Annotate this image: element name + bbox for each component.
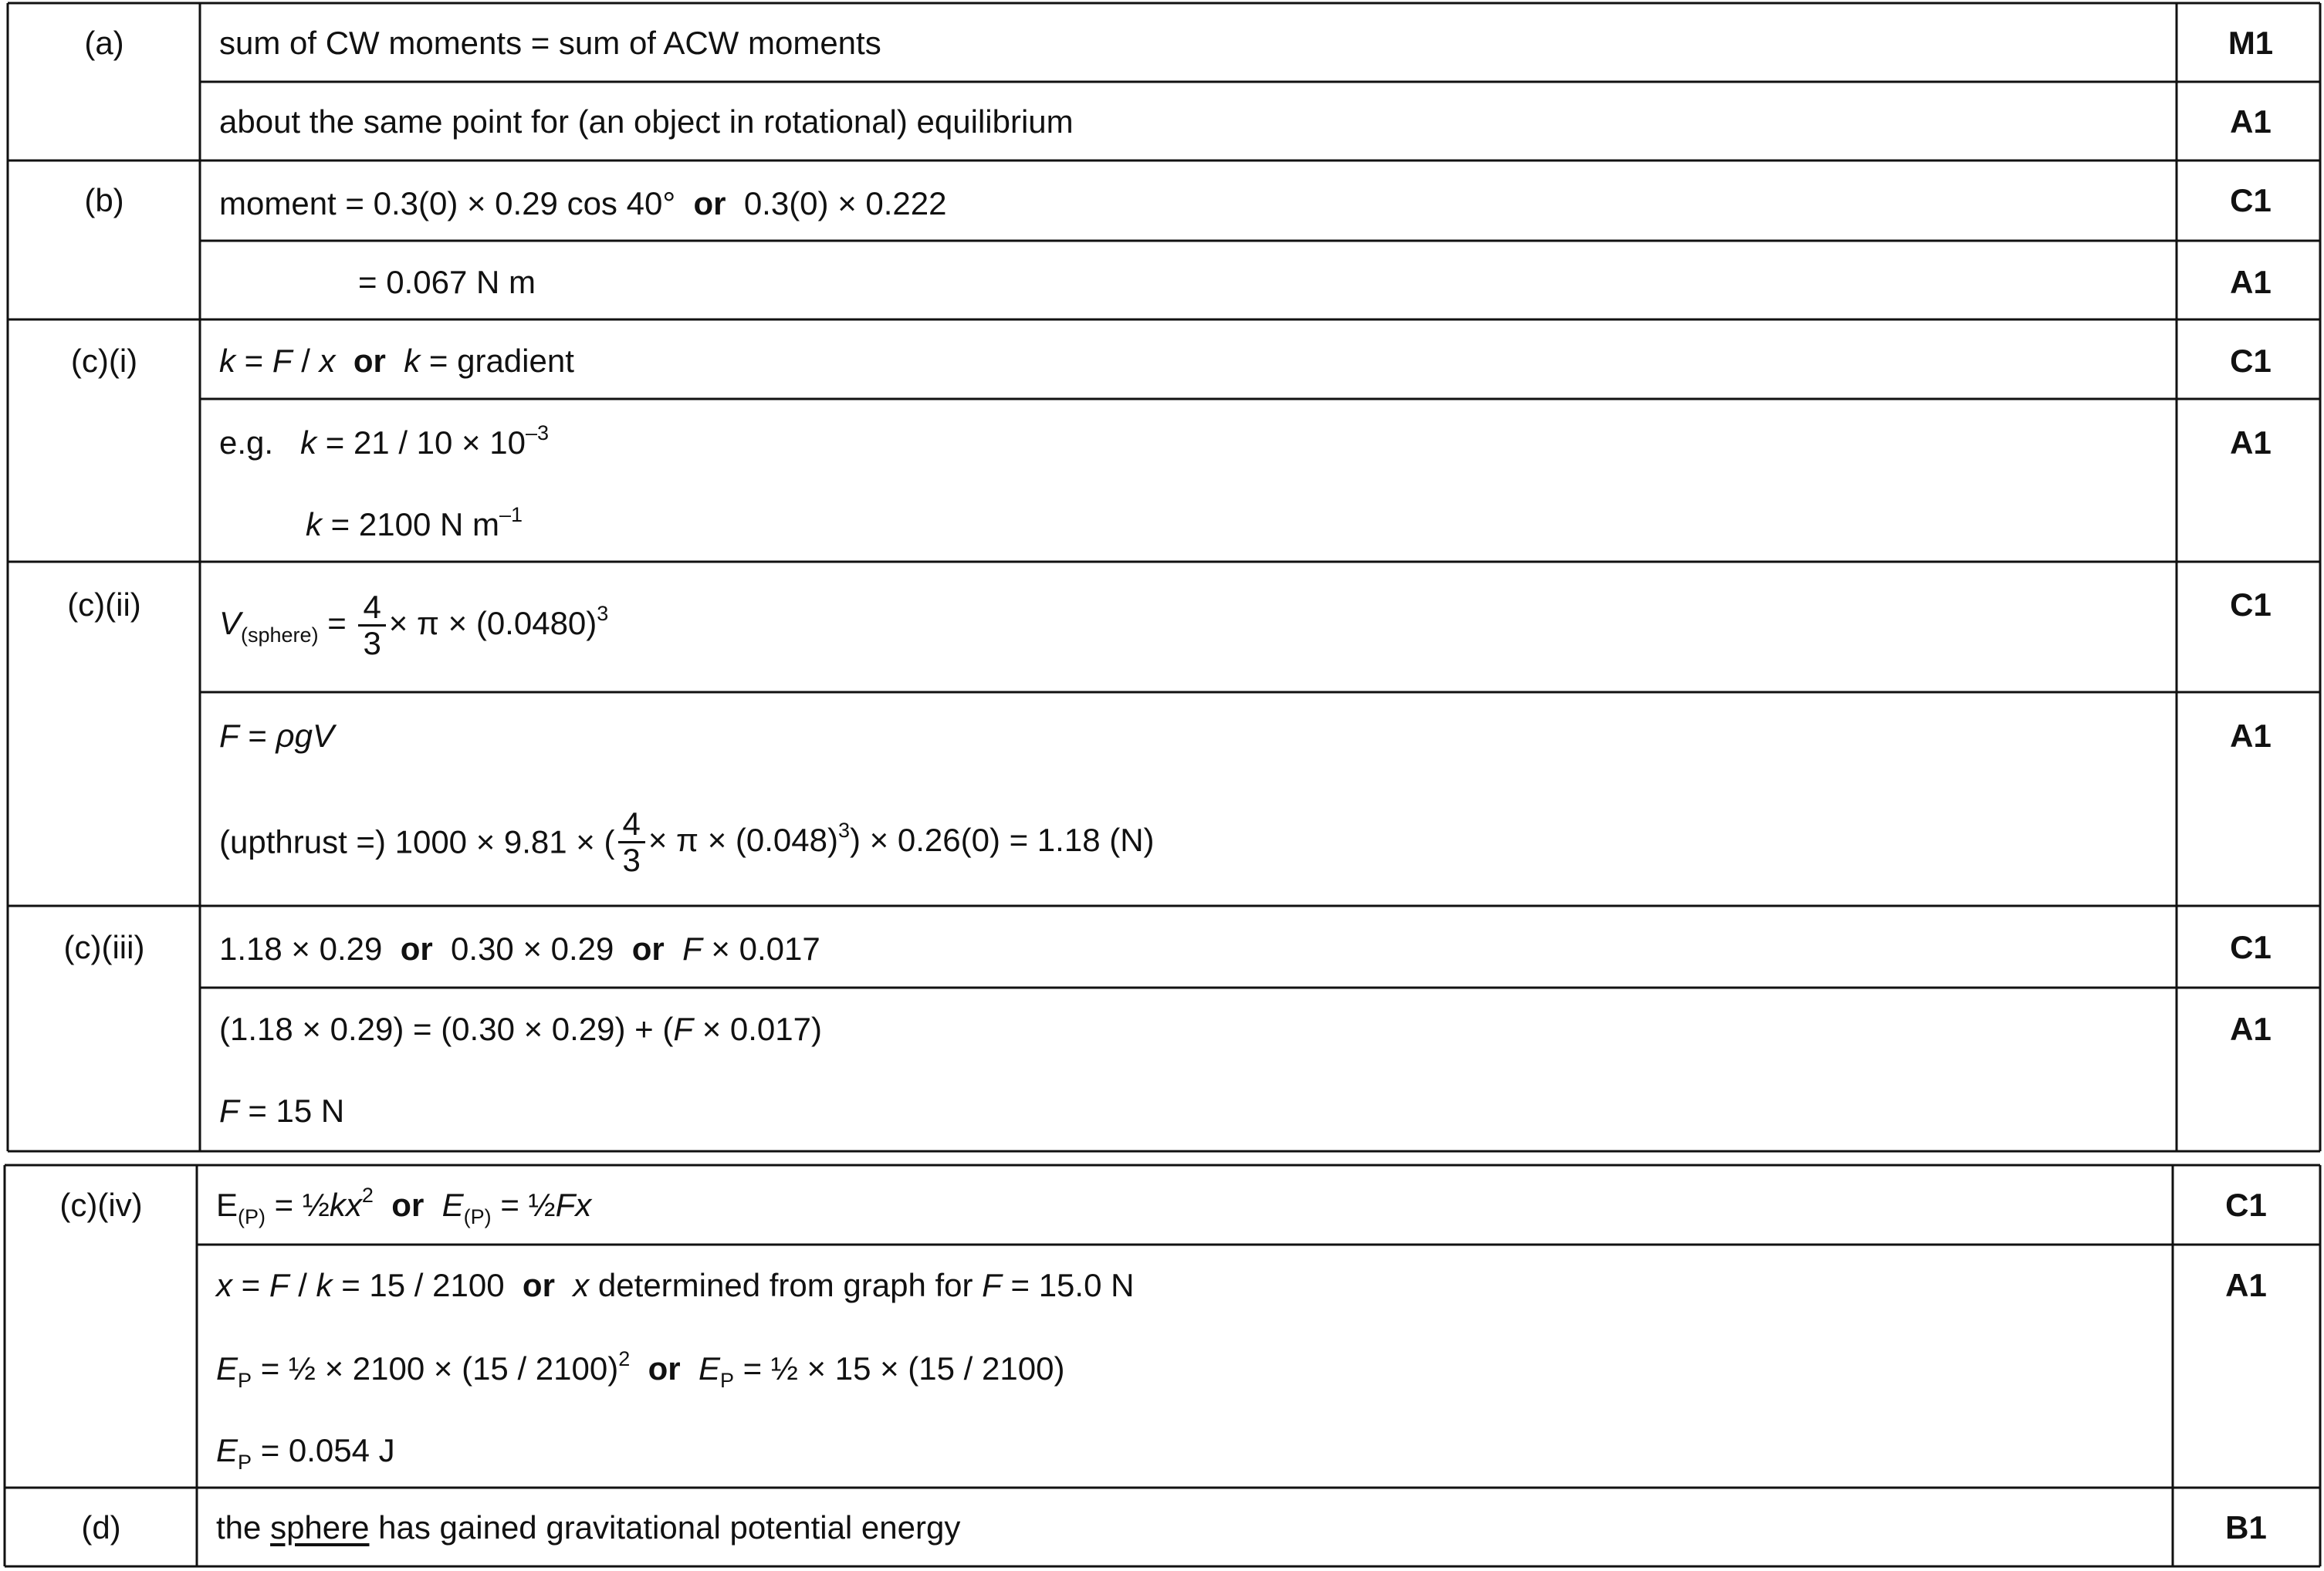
equals-half: = ½: [266, 1187, 330, 1223]
moment-alt-expression: 0.3(0) × 0.222: [743, 185, 947, 221]
equals: =: [238, 718, 276, 754]
moment-option-2: 0.30 × 0.29: [451, 931, 614, 967]
answer-c-iv-line-1: [216, 1184, 592, 1228]
moment-balance: (1.18 × 0.29) = (0.30 × 0.29) + (: [219, 1011, 674, 1047]
subscript-P: (P): [238, 1205, 266, 1228]
fraction-four-thirds: [618, 807, 645, 877]
subscript-sphere: (sphere): [241, 623, 319, 647]
var-E: E: [216, 1432, 238, 1468]
answer-c-iv-line-4: [216, 1432, 395, 1473]
question-label-c-iii: (c)(iii): [63, 929, 145, 965]
upthrust-volume: × π × (0.048): [648, 822, 838, 858]
exponent: –3: [525, 421, 550, 444]
upthrust-result: ) × 0.26(0) = 1.18 (N): [850, 822, 1155, 858]
var-F: F: [673, 1011, 694, 1047]
exponent: –1: [499, 503, 523, 526]
or-keyword: or: [522, 1267, 555, 1303]
equals: =: [235, 343, 272, 379]
slash: /: [289, 1267, 316, 1303]
or-keyword: or: [648, 1350, 681, 1387]
var-gV: gV: [294, 718, 334, 754]
exponent: 2: [361, 1184, 374, 1207]
subscript-P: (P): [463, 1205, 492, 1228]
var-k: k: [316, 1267, 333, 1303]
answer-c-iii-line-1: [219, 931, 820, 968]
var-k: k: [306, 506, 322, 542]
mark-c-iv-2: A1: [2225, 1267, 2267, 1303]
subscript-P: P: [719, 1369, 734, 1392]
mark-c-iv-1: C1: [2225, 1187, 2267, 1223]
question-label-b: (b): [84, 182, 124, 218]
or-keyword: or: [391, 1187, 425, 1223]
upthrust-prefix: (upthrust =) 1000 × 9.81 × (: [219, 823, 615, 860]
answer-d-suffix: has gained gravitational potential energy: [369, 1509, 961, 1546]
question-label-a: (a): [84, 25, 124, 61]
equals-half: = ½: [491, 1187, 556, 1223]
answer-c-i-line-1: [219, 343, 574, 380]
moment-balance-end: × 0.017): [693, 1011, 822, 1047]
fraction-numerator: 4: [618, 807, 645, 843]
var-kx: kx: [329, 1187, 362, 1223]
question-label-c-iv: (c)(iv): [59, 1187, 143, 1223]
slash: /: [292, 343, 320, 379]
moment-option-1: 1.18 × 0.29: [219, 931, 383, 967]
mark-a-1: M1: [2228, 25, 2274, 61]
mark-d: B1: [2225, 1509, 2267, 1546]
mark-c-ii-2: A1: [2230, 718, 2272, 754]
gradient-text: = gradient: [420, 343, 574, 379]
var-k: k: [219, 343, 235, 379]
question-label-c-ii: (c)(ii): [67, 586, 141, 623]
answer-c-i-line-2: [219, 421, 550, 465]
or-keyword: or: [693, 185, 726, 221]
fraction-denominator: 3: [622, 842, 641, 878]
equals: =: [232, 1267, 269, 1303]
k-calculation: = 21 / 10 × 10: [316, 424, 526, 461]
force-value: = 15.0 N: [1001, 1267, 1135, 1303]
answer-b-line-2: = 0.067 N m: [358, 264, 536, 300]
var-F: F: [982, 1267, 1002, 1303]
answer-a-line-1: sum of CW moments = sum of ACW moments: [219, 25, 881, 61]
mark-b-1: C1: [2230, 182, 2272, 218]
force-result: = 15 N: [238, 1093, 345, 1129]
volume-expression: × π × (0.0480): [388, 605, 597, 641]
answer-a-line-2: about the same point for (an object in rotational) equilibrium: [219, 103, 1074, 140]
energy-calc-2: = ½ × 15 × (15 / 2100): [733, 1350, 1065, 1387]
fraction-numerator: 4: [358, 590, 385, 627]
question-label-d: (d): [81, 1509, 121, 1546]
energy-result: = 0.054 J: [252, 1432, 395, 1468]
var-E: E: [216, 1350, 238, 1387]
mark-c-i-1: C1: [2230, 343, 2272, 379]
graph-text: determined from graph for: [589, 1267, 983, 1303]
var-F: F: [219, 718, 239, 754]
answer-b-line-1: [219, 185, 947, 222]
or-keyword: or: [353, 343, 386, 379]
or-keyword: or: [631, 931, 665, 967]
mark-a-2: A1: [2230, 103, 2272, 140]
mark-b-2: A1: [2230, 264, 2272, 300]
var-F: F: [682, 931, 702, 967]
fraction-denominator: 3: [363, 625, 381, 661]
answer-d: [216, 1509, 960, 1546]
answer-c-ii-line-2: [219, 718, 334, 755]
var-k: k: [300, 424, 317, 461]
var-x: x: [319, 343, 336, 379]
example-prefix: e.g.: [219, 424, 274, 461]
or-keyword: or: [400, 931, 433, 967]
mark-c-i-2: A1: [2230, 424, 2272, 461]
mark-c-iii-1: C1: [2230, 929, 2272, 965]
answer-c-ii-line-1: [219, 590, 608, 660]
var-x: x: [216, 1267, 232, 1303]
var-Fx: Fx: [555, 1187, 592, 1223]
answer-c-iv-line-3: [216, 1347, 1065, 1392]
mark-c-iii-2: A1: [2230, 1011, 2272, 1047]
question-label-c-i: (c)(i): [70, 343, 138, 379]
subscript-P: P: [238, 1451, 252, 1474]
subscript-P: P: [238, 1369, 252, 1392]
exponent: 3: [597, 602, 609, 625]
equals: =: [318, 605, 356, 641]
extension-value: = 15 / 2100: [332, 1267, 505, 1303]
answer-c-iv-line-2: [216, 1267, 1134, 1304]
mark-c-ii-1: C1: [2230, 586, 2272, 623]
moment-option-3: × 0.017: [702, 931, 820, 967]
energy-calc-1: = ½ × 2100 × (15 / 2100): [252, 1350, 619, 1387]
var-V: V: [219, 605, 242, 641]
var-k: k: [404, 343, 421, 379]
var-E: E: [441, 1187, 464, 1223]
var-F: F: [269, 1267, 289, 1303]
answer-c-iii-line-3: [219, 1093, 344, 1130]
var-F: F: [219, 1093, 239, 1129]
k-result: = 2100 N m: [322, 506, 499, 542]
var-F: F: [272, 343, 293, 379]
exponent: 3: [837, 819, 851, 842]
fraction-four-thirds: [358, 590, 385, 660]
moment-expression: moment = 0.3(0) × 0.29 cos 40°: [219, 185, 676, 221]
answer-c-ii-line-3: [219, 807, 1155, 877]
var-E: E: [698, 1350, 720, 1387]
var-E: E: [216, 1187, 238, 1223]
exponent: 2: [618, 1347, 631, 1370]
answer-c-iii-line-2: [219, 1011, 822, 1048]
answer-c-i-line-3: [306, 503, 523, 547]
answer-d-prefix: the: [216, 1509, 271, 1546]
var-rho: ρ: [276, 718, 295, 754]
underlined-sphere: sphere: [270, 1509, 370, 1546]
var-x: x: [573, 1267, 590, 1303]
